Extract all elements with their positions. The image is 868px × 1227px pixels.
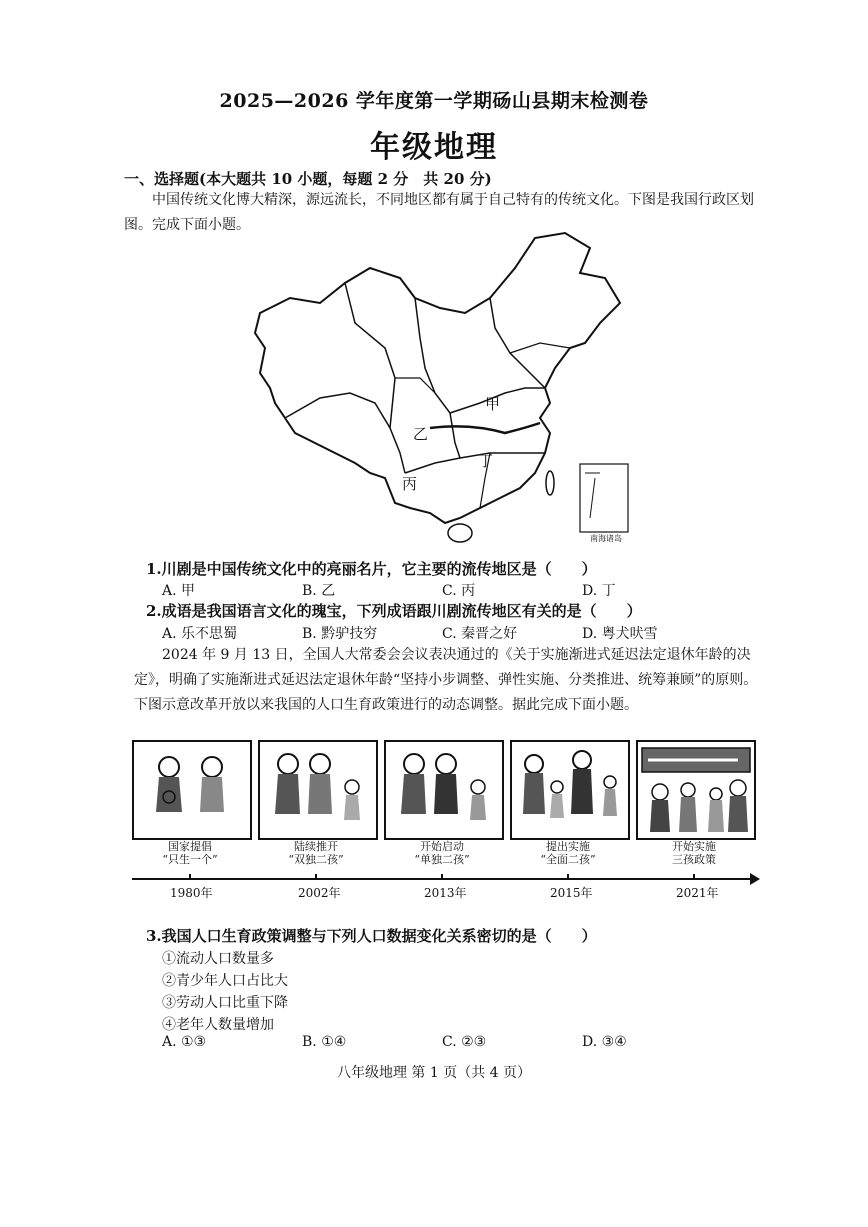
inset-lines — [585, 473, 600, 518]
province-border — [405, 453, 545, 473]
intro-paragraph-2: 2024 年 9 月 13 日，全国人大常委会会议表决通过的《关于实施渐进式延迟法定退休年龄的决定》，明确了实施渐进式延迟法定退休年龄“坚持小步调整、弹性实施、分类推进、统筹兼顾”的原则。下图示意改革开放以来我国的人口生育政策进行的动态调整。据此完成下面小题。 — [134, 647, 758, 713]
china-admin-map — [250, 228, 640, 548]
inset-caption: 南海诸岛 — [590, 534, 622, 543]
section-heading: 一、选择题(本大题共 10 小题，每题 2 分 共 20 分) — [124, 170, 492, 188]
timeline-year: 2013年 — [424, 886, 467, 900]
timeline-caption-line1: 开始启动 — [420, 840, 464, 853]
q1-option-a[interactable]: A. 甲 — [162, 583, 196, 599]
timeline-caption-line1: 陆续推开 — [294, 840, 338, 853]
family-illustration — [386, 742, 502, 838]
question-2-options — [162, 623, 762, 643]
timeline-panel-2021 — [636, 740, 756, 840]
province-border — [510, 343, 570, 353]
timeline-tick — [315, 874, 317, 880]
q2-option-c[interactable]: C. 秦晋之好 — [442, 626, 518, 642]
province-border — [450, 413, 460, 458]
province-border — [285, 393, 405, 473]
province-border — [415, 298, 450, 413]
timeline-caption-line1: 提出实施 — [546, 840, 590, 853]
q1-option-b[interactable]: B. 乙 — [302, 583, 336, 599]
map-label-jia: 甲 — [485, 395, 501, 413]
map-label-bing: 丙 — [402, 475, 418, 493]
timeline-year: 1980年 — [170, 886, 213, 900]
question-2: 2.成语是我国语言文化的瑰宝，下列成语跟川剧流传地区有关的是（ ） — [146, 602, 642, 620]
question-3-options — [162, 1034, 762, 1050]
timeline-caption-line2: “只生一个” — [162, 853, 218, 866]
q1-option-c[interactable]: C. 丙 — [442, 583, 476, 599]
q3-item-1: ①流动人口数量多 — [162, 951, 274, 967]
q3-item-4: ④老年人数量增加 — [162, 1017, 274, 1033]
timeline-caption-line2: “双独二孩” — [288, 853, 344, 866]
timeline-panel-2015 — [510, 740, 630, 840]
q3-option-a[interactable]: A. ①③ — [162, 1034, 207, 1050]
timeline-panel-1980 — [132, 740, 252, 840]
timeline-caption-line1: 开始实施 — [672, 840, 716, 853]
timeline-tick — [693, 874, 695, 880]
timeline-caption-line1: 国家提倡 — [168, 840, 212, 853]
q2-option-d[interactable]: D. 粤犬吠雪 — [582, 626, 658, 642]
south-sea-inset — [580, 464, 628, 532]
hainan-island — [448, 524, 472, 542]
timeline-panel-2002 — [258, 740, 378, 840]
q1-option-d[interactable]: D. 丁 — [582, 583, 616, 599]
taiwan-island — [546, 471, 554, 495]
river-line — [430, 423, 540, 433]
q3-option-d[interactable]: D. ③④ — [582, 1034, 627, 1050]
timeline-year: 2002年 — [298, 886, 341, 900]
q2-option-a[interactable]: A. 乐不思蜀 — [162, 626, 238, 642]
family-illustration — [134, 742, 250, 838]
family-illustration — [512, 742, 628, 838]
timeline-arrow-icon — [750, 873, 760, 885]
q2-option-b[interactable]: B. 黔驴技穷 — [302, 626, 378, 642]
q3-item-3: ③劳动人口比重下降 — [162, 995, 288, 1011]
timeline-tick — [441, 874, 443, 880]
timeline-caption-line2: “全面二孩” — [540, 853, 596, 866]
province-border — [490, 298, 545, 388]
exam-title: 2025—2026 学年度第一学期砀山县期末检测卷 — [219, 90, 649, 112]
timeline-tick — [567, 874, 569, 880]
timeline-year: 2015年 — [550, 886, 593, 900]
page-footer: 八年级地理 第 1 页（共 4 页） — [336, 1065, 532, 1081]
timeline-year: 2021年 — [676, 886, 719, 900]
timeline-axis — [132, 878, 757, 880]
q3-option-b[interactable]: B. ①④ — [302, 1034, 347, 1050]
map-label-ding: 丁 — [478, 452, 494, 470]
question-3: 3.我国人口生育政策调整与下列人口数据变化关系密切的是（ ） — [146, 927, 597, 945]
province-border — [345, 283, 395, 428]
q3-item-2: ②青少年人口占比大 — [162, 973, 288, 989]
timeline-tick — [189, 874, 191, 880]
intro-paragraph-1: 中国传统文化博大精深，源远流长，不同地区都有属于自己特有的传统文化。下图是我国行政区划图。完成下面小题。 — [124, 192, 754, 233]
china-outline — [255, 233, 620, 523]
question-1-options — [162, 580, 762, 600]
q3-option-c[interactable]: C. ②③ — [442, 1034, 487, 1050]
timeline-panel-2013 — [384, 740, 504, 840]
province-border — [395, 378, 435, 393]
timeline-caption-line2: “单独二孩” — [414, 853, 470, 866]
subject-title: 年级地理 — [370, 130, 498, 165]
timeline-caption-line2: 三孩政策 — [672, 853, 716, 866]
family-illustration — [638, 742, 754, 838]
policy-timeline — [132, 740, 757, 900]
china-map-svg — [250, 228, 640, 548]
question-1: 1.川剧是中国传统文化中的亮丽名片，它主要的流传地区是（ ） — [146, 560, 597, 578]
family-illustration — [260, 742, 376, 838]
map-label-yi: 乙 — [413, 425, 429, 443]
